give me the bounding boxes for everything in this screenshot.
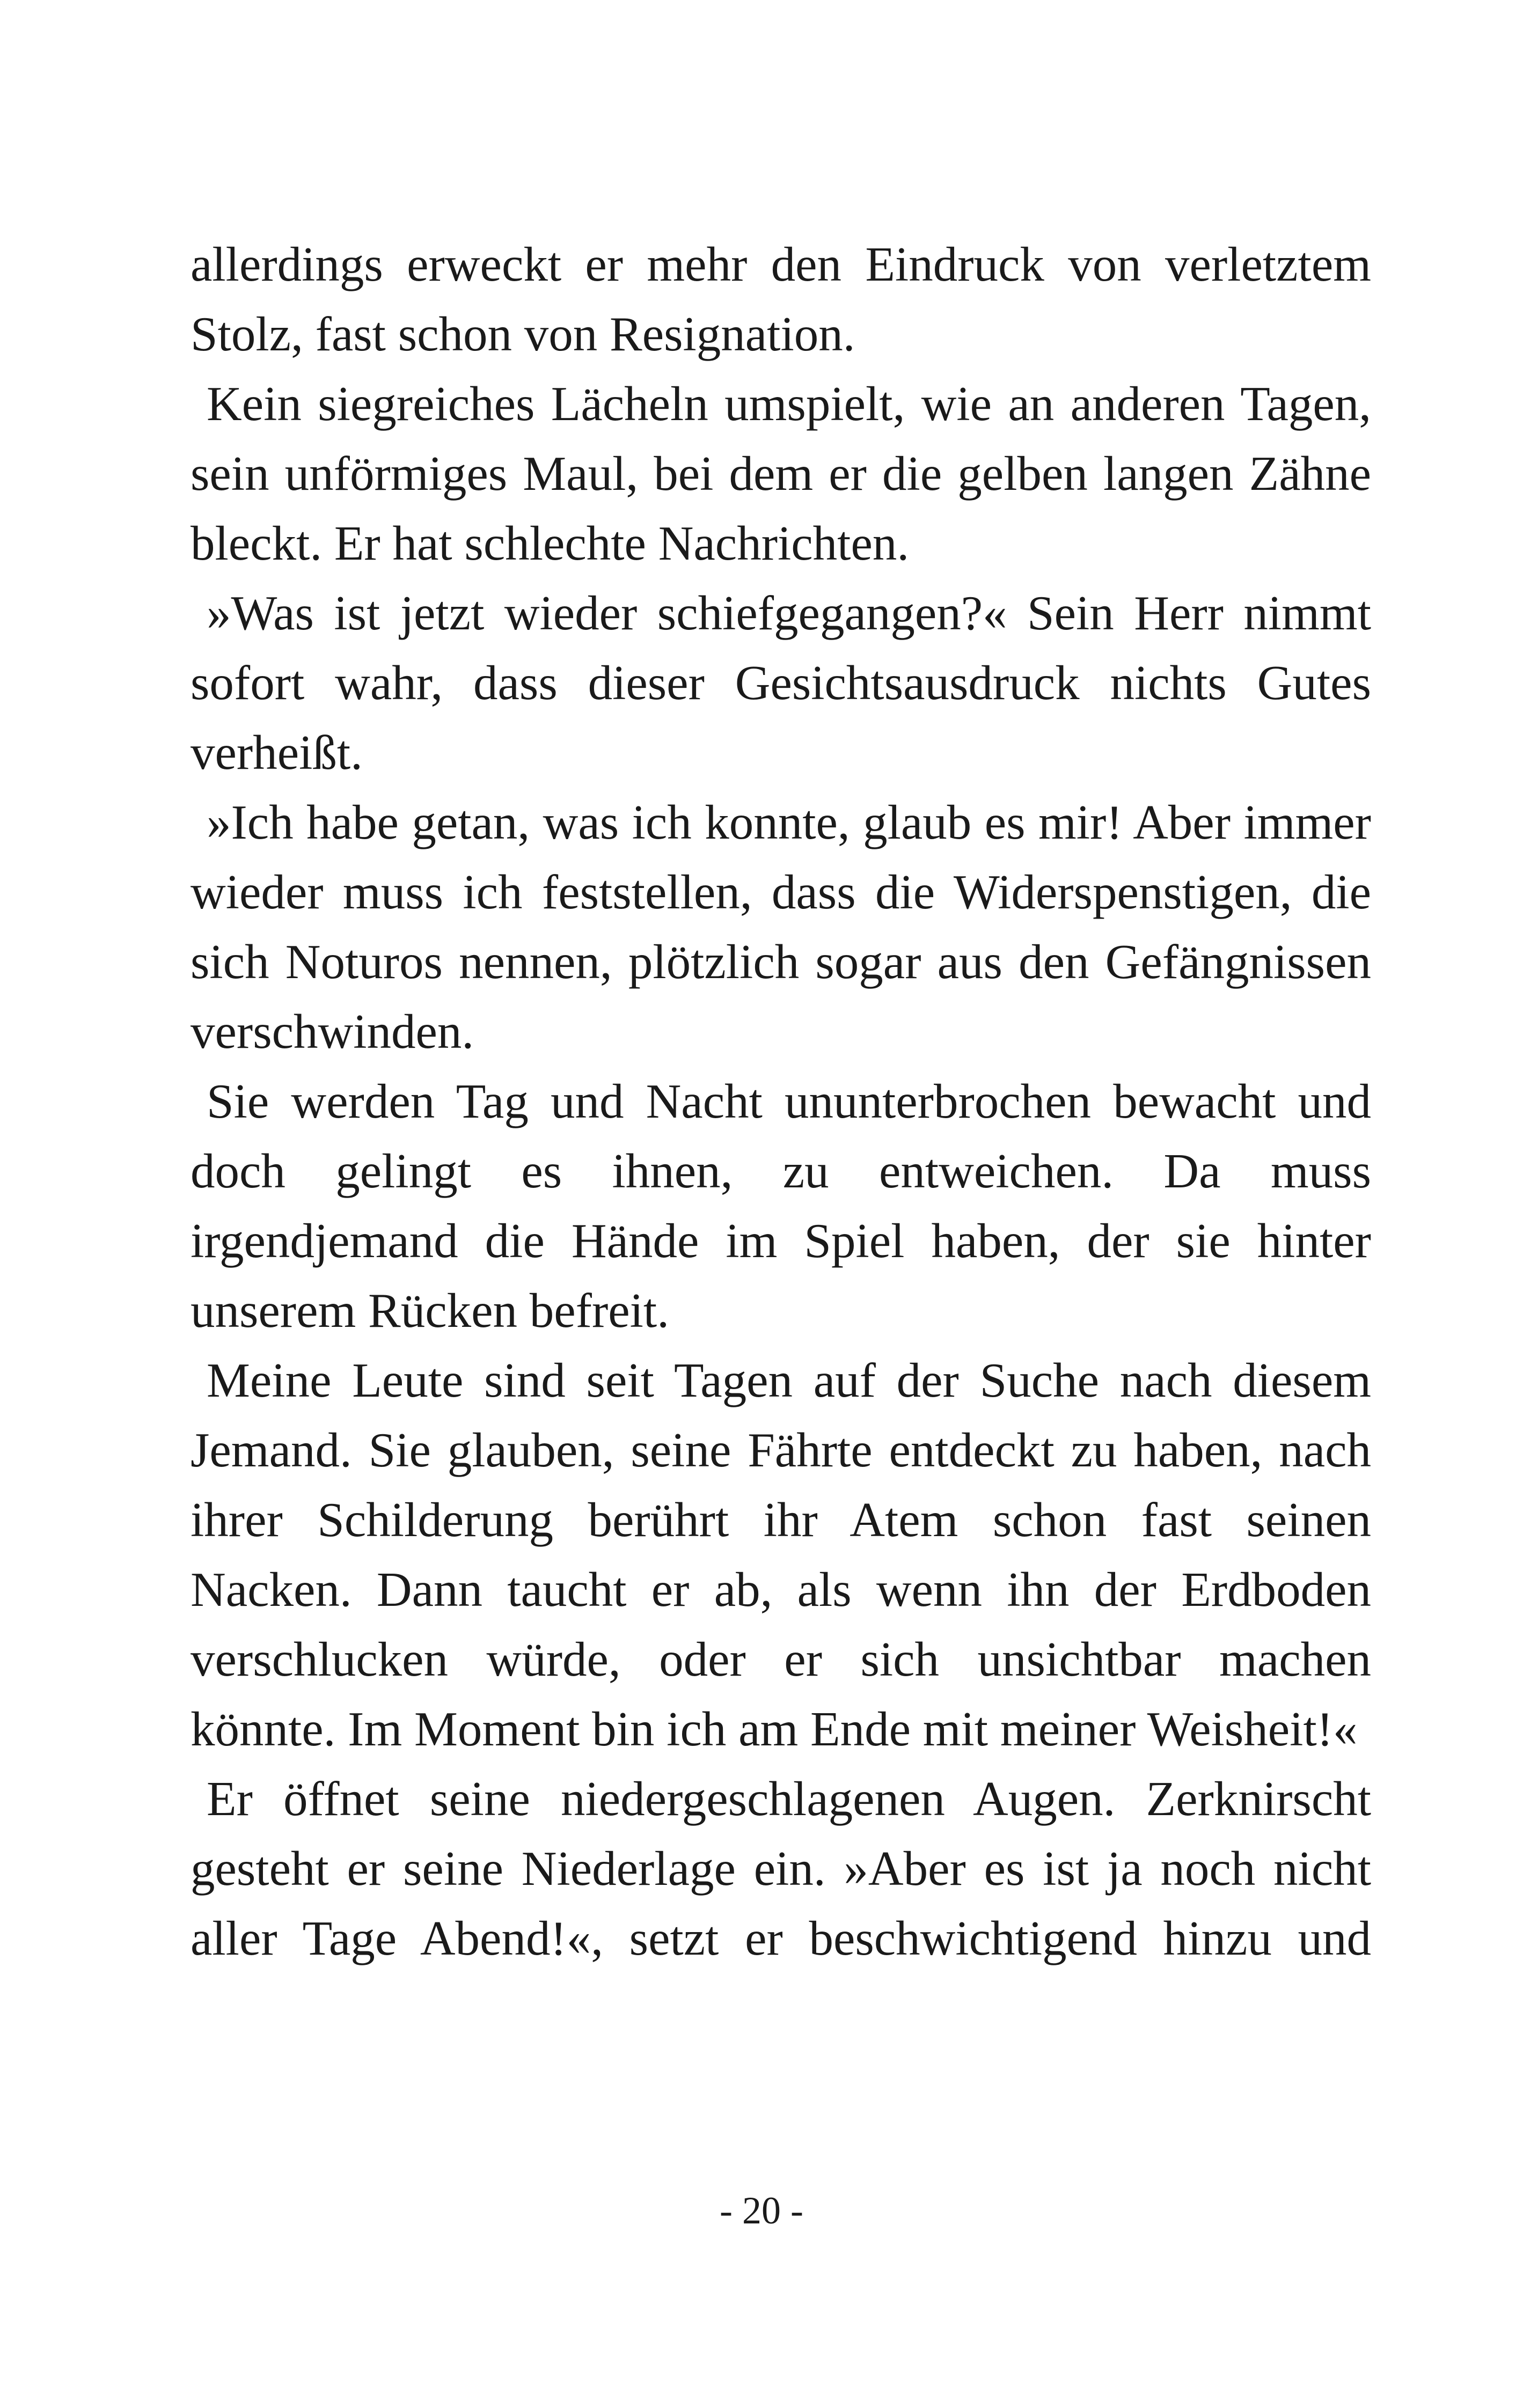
paragraph: Kein siegreiches Lächeln umspielt, wie an anderen Tagen, sein unförmiges Maul, bei dem er die gelben langen Zähne bleckt. Er hat schlechte Nachrichten. [191,377,1371,570]
paragraph: »Ich habe getan, was ich konnte, glaub es mir! Aber immer wieder muss ich feststellen, dass die Widerspenstigen, die sich Noturos nennen, plötzlich sogar aus den Gefängnissen verschwinden. [191,795,1371,1059]
page-number: - 20 - [720,2189,803,2232]
paragraph: Meine Leute sind seit Tagen auf der Suche nach diesem Jemand. Sie glauben, seine Fährte entdeckt zu haben, nach ihrer Schilderung berührt ihr Atem schon fast seinen Nacken. Dann taucht er ab, als wenn ihn der Erdboden verschlucken würde, oder er sich unsichtbar machen könnte. Im Moment bin ich am Ende mit meiner Weisheit!« [191,1353,1371,1756]
paragraph: allerdings erweckt er mehr den Eindruck von verletztem Stolz, fast schon von Resignation. [191,237,1371,361]
paragraph: Er öffnet seine niedergeschlagenen Augen. Zerknirscht gesteht er seine Niederlage ein. »Aber es ist ja noch nicht aller Tage Abend!«, setzt er beschwichtigend hinzu und [191,1772,1371,1965]
paragraph: Sie werden Tag und Nacht ununterbrochen bewacht und doch gelingt es ihnen, zu entweichen. Da muss irgendjemand die Hände im Spiel haben, der sie hinter unserem Rücken befreit. [191,1074,1371,1338]
paragraph: »Was ist jetzt wieder schiefgegangen?« Sein Herr nimmt sofort wahr, dass dieser Gesichtsausdruck nichts Gutes verheißt. [191,586,1371,780]
body-text [191,230,1371,1973]
